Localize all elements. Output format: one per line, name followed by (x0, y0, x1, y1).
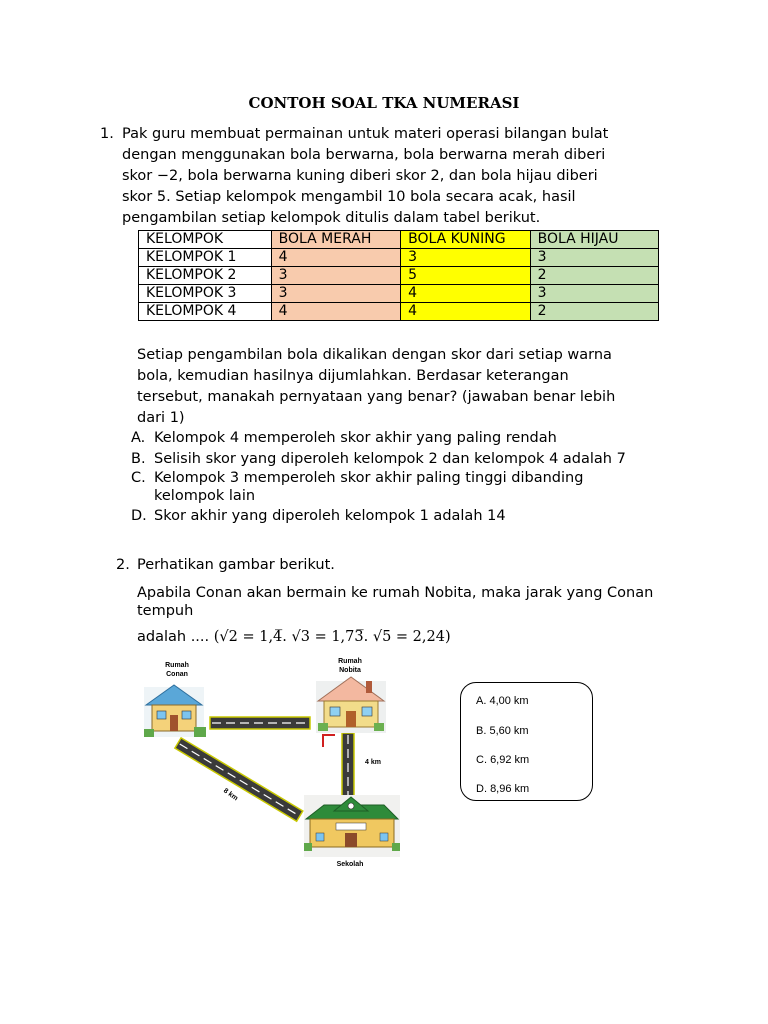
table-cell: 3 (271, 285, 400, 303)
intro-line: dengan menggunakan bola berwarna, bola berwarna merah diberi (122, 147, 606, 163)
table-cell: 3 (271, 267, 400, 285)
table-header-row (139, 231, 659, 249)
answer-text: 8,96 km (490, 783, 530, 795)
option-a (131, 429, 651, 447)
label-distance-8km: 8 km (221, 787, 240, 803)
math-values: (√2 = 1,4̅. √3 = 1,73̅. √5 = 2,24) (213, 629, 451, 645)
score-table (138, 230, 659, 321)
option-letter: A. (131, 430, 146, 446)
answer-letter: B. (476, 725, 487, 737)
question-2-instruction: Perhatikan gambar berikut. (137, 557, 335, 573)
table-header: BOLA KUNING (401, 231, 531, 249)
label-nobita-line2: Nobita (339, 667, 361, 674)
option-b (131, 450, 651, 468)
answer-options-box (460, 682, 593, 801)
table-cell: KELOMPOK 3 (139, 285, 272, 303)
option-letter: D. (131, 508, 147, 524)
option-text: Kelompok 3 memperoleh skor akhir paling tinggi dibanding kelompok lain (154, 470, 584, 504)
table-cell: 3 (530, 249, 658, 267)
table-header: KELOMPOK (139, 231, 272, 249)
option-c (131, 469, 611, 505)
intro-line: pengambilan setiap kelompok ditulis dalam tabel berikut. (122, 210, 541, 226)
answer-letter: C. (476, 754, 487, 766)
table-cell: KELOMPOK 4 (139, 303, 272, 321)
math-prefix: adalah .... (137, 629, 210, 645)
answer-a (476, 695, 529, 707)
answer-text: 5,60 km (489, 725, 529, 737)
table-cell: 4 (271, 303, 400, 321)
question-2-text: Apabila Conan akan bermain ke rumah Nobita, maka jarak yang Conan tempuh (137, 585, 654, 619)
house-nobita-icon (316, 677, 386, 733)
table-row (139, 285, 659, 303)
right-angle-marker (323, 735, 335, 747)
house-conan-icon (144, 685, 206, 737)
table-header: BOLA MERAH (271, 231, 400, 249)
intro-line: skor 5. Setiap kelompok mengambil 10 bola secara acak, hasil (122, 189, 576, 205)
table-cell: 2 (530, 303, 658, 321)
option-text: Skor akhir yang diperoleh kelompok 1 adalah 14 (154, 508, 506, 524)
label-distance-4km: 4 km (365, 759, 381, 766)
option-text: Kelompok 4 memperoleh skor akhir yang paling rendah (154, 430, 557, 446)
label-conan-line1: Rumah (165, 662, 189, 669)
label-nobita-line1: Rumah (338, 658, 362, 665)
map-figure (140, 655, 410, 870)
question-1-prompt (137, 345, 640, 429)
prompt-line: dari 1) (137, 410, 185, 426)
table-row (139, 267, 659, 285)
prompt-line: Setiap pengambilan bola dikalikan dengan skor dari setiap warna (137, 347, 612, 363)
table-row (139, 303, 659, 321)
option-letter: C. (131, 470, 146, 486)
option-text: Selisih skor yang diperoleh kelompok 2 dan kelompok 4 adalah 7 (154, 451, 626, 467)
table-row (139, 249, 659, 267)
table-cell: 3 (401, 249, 531, 267)
table-cell: 4 (401, 285, 531, 303)
road-vertical (342, 733, 354, 799)
question-2-number: 2. (116, 557, 130, 573)
road-horizontal (210, 717, 310, 729)
table-header: BOLA HIJAU (530, 231, 658, 249)
answer-text: 6,92 km (490, 754, 530, 766)
label-conan-line2: Conan (166, 671, 188, 678)
question-1-intro (122, 124, 640, 229)
table-cell: 4 (401, 303, 531, 321)
intro-line: skor −2, bola berwarna kuning diberi skor 2, dan bola hijau diberi (122, 168, 598, 184)
question-1-number: 1. (100, 126, 114, 142)
answer-letter: A. (476, 695, 487, 707)
option-d (131, 507, 651, 525)
prompt-line: tersebut, manakah pernyataan yang benar? (jawaban benar lebih (137, 389, 616, 405)
table-cell: KELOMPOK 1 (139, 249, 272, 267)
road-diagonal (175, 738, 303, 821)
answer-text: 4,00 km (489, 695, 529, 707)
answer-c (476, 754, 529, 766)
table-cell: KELOMPOK 2 (139, 267, 272, 285)
intro-line: Pak guru membuat permainan untuk materi operasi bilangan bulat (122, 126, 609, 142)
answer-letter: D. (476, 783, 487, 795)
answer-d (476, 783, 529, 795)
table-cell: 3 (530, 285, 658, 303)
answer-b (476, 725, 529, 737)
prompt-line: bola, kemudian hasilnya dijumlahkan. Berdasar keterangan (137, 368, 569, 384)
question-2-math (137, 629, 451, 645)
table-cell: 2 (530, 267, 658, 285)
school-icon (304, 795, 400, 857)
table-cell: 5 (401, 267, 531, 285)
label-school: Sekolah (336, 861, 364, 868)
option-letter: B. (131, 451, 146, 467)
page-title: CONTOH SOAL TKA NUMERASI (248, 94, 520, 112)
table-cell: 4 (271, 249, 400, 267)
